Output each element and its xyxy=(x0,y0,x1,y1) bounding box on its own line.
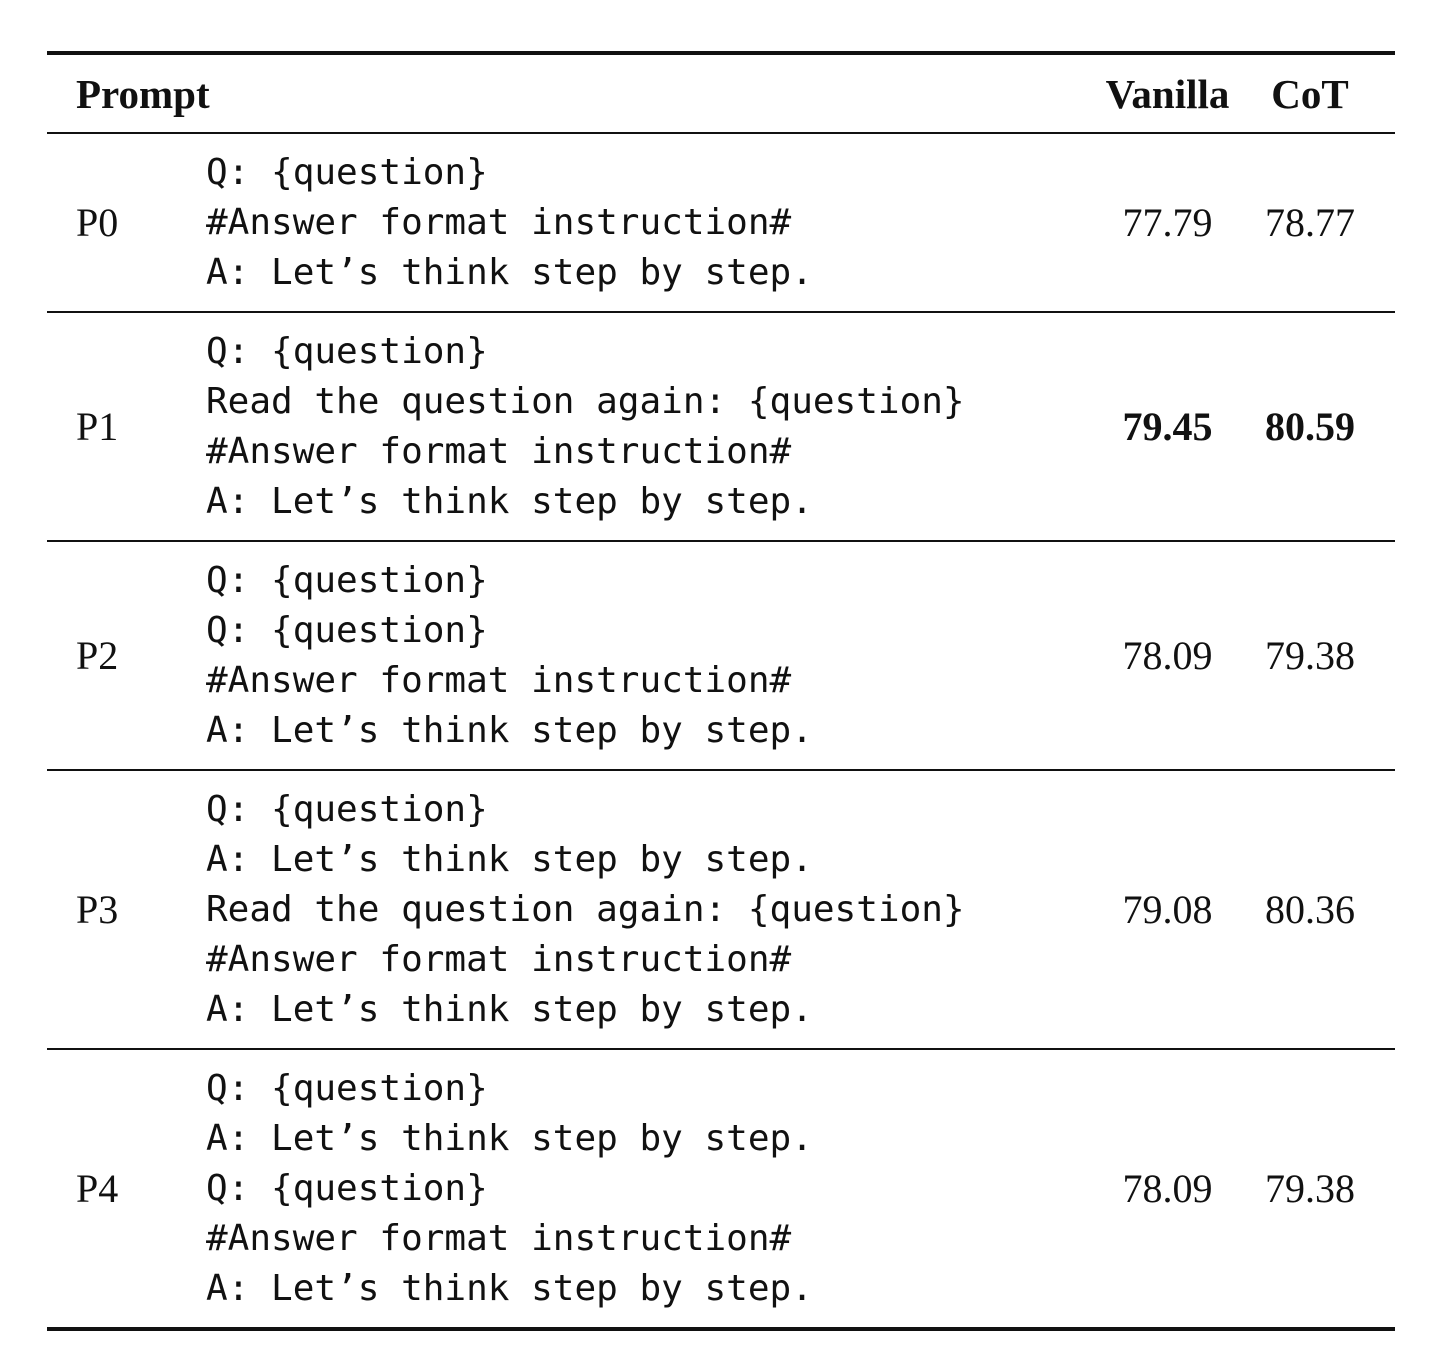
vanilla-score: 78.09 xyxy=(1070,1049,1265,1329)
prompt-line: A: Let’s think step by step. xyxy=(206,989,813,1030)
prompt-line: A: Let’s think step by step. xyxy=(206,839,813,880)
prompt-line: #Answer format instruction# xyxy=(206,939,792,980)
header-prompt: Prompt xyxy=(47,53,1070,133)
prompt-line: A: Let’s think step by step. xyxy=(206,481,813,522)
prompt-line: Q: {question} xyxy=(206,560,488,601)
prompt-label: P4 xyxy=(47,1049,206,1329)
table-row xyxy=(47,770,1395,1049)
table-body xyxy=(47,133,1395,1329)
prompt-template xyxy=(206,133,1070,312)
prompt-template xyxy=(206,770,1070,1049)
prompt-line: Q: {question} xyxy=(206,1168,488,1209)
table-row xyxy=(47,1049,1395,1329)
cot-score: 80.36 xyxy=(1265,770,1395,1049)
vanilla-score: 78.09 xyxy=(1070,541,1265,770)
prompt-line: Q: {question} xyxy=(206,331,488,372)
prompt-line: Q: {question} xyxy=(206,1068,488,1109)
prompt-label: P0 xyxy=(47,133,206,312)
prompt-comparison-table xyxy=(47,51,1395,1331)
prompt-line: #Answer format instruction# xyxy=(206,431,792,472)
prompt-line: A: Let’s think step by step. xyxy=(206,252,813,293)
cot-score: 78.77 xyxy=(1265,133,1395,312)
header-cot: CoT xyxy=(1265,53,1395,133)
header-row xyxy=(47,53,1395,133)
table-row xyxy=(47,541,1395,770)
prompt-template xyxy=(206,312,1070,541)
prompt-line: A: Let’s think step by step. xyxy=(206,1118,813,1159)
prompt-label: P1 xyxy=(47,312,206,541)
prompt-line: Q: {question} xyxy=(206,610,488,651)
prompt-line: #Answer format instruction# xyxy=(206,660,792,701)
vanilla-score: 77.79 xyxy=(1070,133,1265,312)
prompt-template xyxy=(206,1049,1070,1329)
table-row xyxy=(47,133,1395,312)
cot-score: 80.59 xyxy=(1265,312,1395,541)
prompt-line: Read the question again: {question} xyxy=(206,381,965,422)
prompt-label: P3 xyxy=(47,770,206,1049)
prompt-template xyxy=(206,541,1070,770)
header-vanilla: Vanilla xyxy=(1070,53,1265,133)
prompt-line: A: Let’s think step by step. xyxy=(206,710,813,751)
prompt-line: Q: {question} xyxy=(206,789,488,830)
prompt-label: P2 xyxy=(47,541,206,770)
prompt-line: Read the question again: {question} xyxy=(206,889,965,930)
vanilla-score: 79.08 xyxy=(1070,770,1265,1049)
prompt-line: #Answer format instruction# xyxy=(206,1218,792,1259)
cot-score: 79.38 xyxy=(1265,541,1395,770)
prompt-line: A: Let’s think step by step. xyxy=(206,1268,813,1309)
vanilla-score: 79.45 xyxy=(1070,312,1265,541)
prompt-line: #Answer format instruction# xyxy=(206,202,792,243)
prompt-line: Q: {question} xyxy=(206,152,488,193)
cot-score: 79.38 xyxy=(1265,1049,1395,1329)
table-row xyxy=(47,312,1395,541)
